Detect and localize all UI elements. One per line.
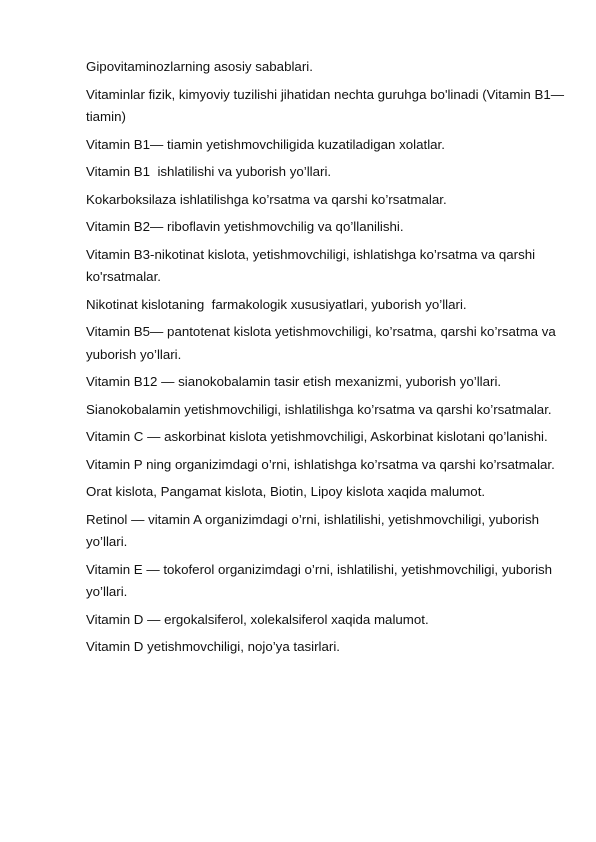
paragraph: Vitaminlar fizik, kimyoviy tuzilishi jihatidan nechta guruhga bo'linadi (Vitamin B1— tiamin) (86, 86, 568, 124)
paragraph: Vitamin B12 — sianokobalamin tasir etish mexanizmi, yuborish yo’llari. (86, 374, 502, 389)
document-body (86, 56, 566, 664)
paragraph: Vitamin B5— pantotenat kislota yetishmovchiligi, ko’rsatma, qarshi ko’rsatma va yuborish yo’llari. (86, 324, 560, 362)
paragraph: Sianokobalamin yetishmovchiligi, ishlatilishga ko’rsatma va qarshi ko’rsatmalar. (86, 401, 552, 417)
paragraph: Vitamin C — askorbinat kislota yetishmovchiligi, Askorbinat kislotani qo’lanishi. (86, 429, 548, 444)
paragraph: Vitamin E — tokoferol organizimdagi o’rni, ishlatilishi, yetishmovchiligi, yuborish yo’llari. (86, 561, 556, 599)
paragraph: Vitamin P ning organizimdagi o’rni, ishlatishga ko’rsatma va qarshi ko’rsatmalar. (86, 456, 555, 472)
paragraph: Orat kislota, Pangamat kislota, Biotin, Lipoy kislota xaqida malumot. (86, 484, 486, 499)
paragraph: Vitamin D — ergokalsiferol, xolekalsiferol xaqida malumot. (86, 611, 429, 627)
paragraph: Retinol — vitamin A organizimdagi o’rni, ishlatilishi, yetishmovchiligi, yuborish yo’llari. (86, 511, 543, 549)
paragraph: Vitamin B3-nikotinat kislota, yetishmovchiligi, ishlatishga ko’rsatma va qarshi ko'rsatmalar. (86, 246, 539, 284)
paragraph: Vitamin D yetishmovchiligi, nojo’ya tasirlari. (86, 639, 340, 654)
paragraph: Nikotinat kislotaning farmakologik xususiyatlari, yuborish yo’llari. (86, 296, 467, 312)
paragraph: Gipovitaminozlarning asosiy sabablari. (86, 59, 313, 74)
paragraph: Vitamin B1 ishlatilishi va yuborish yo’llari. (86, 164, 332, 179)
paragraph: Vitamin B1— tiamin yetishmovchiligida kuzatiladigan xolatlar. (86, 136, 445, 152)
paragraph: Kokarboksilaza ishlatilishga ko’rsatma va qarshi ko’rsatmalar. (86, 191, 447, 207)
paragraph: Vitamin B2— riboflavin yetishmovchilig va qo’llanilishi. (86, 219, 404, 234)
